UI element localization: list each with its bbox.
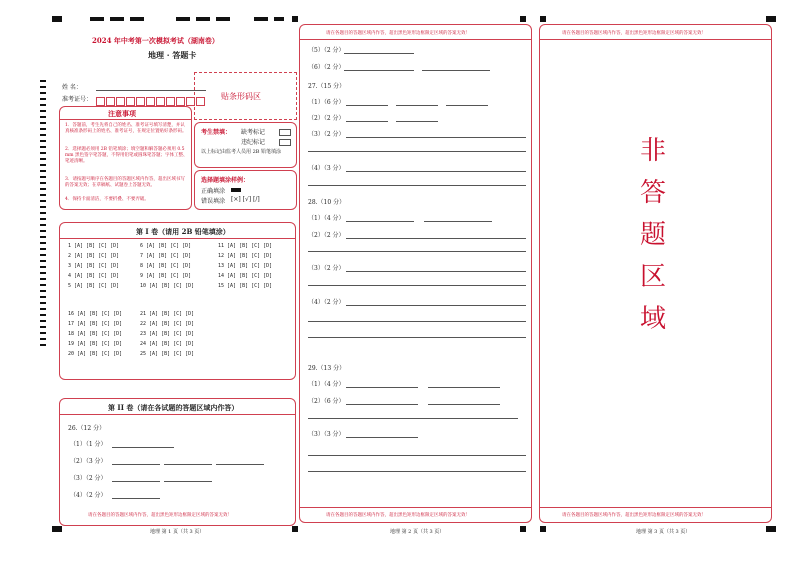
mcq-row[interactable]: 19 [A] [B] [C] [D] bbox=[68, 341, 123, 347]
q26-title: 26.（12 分） bbox=[68, 425, 106, 432]
answer-line[interactable] bbox=[344, 53, 414, 54]
mcq-row[interactable]: 10 [A] [B] [C] [D] bbox=[140, 283, 195, 289]
mcq-row[interactable]: 3 [A] [B] [C] [D] bbox=[68, 263, 120, 269]
page-footer: 地理 第 3 页（共 3 页） bbox=[636, 529, 691, 535]
mcq-row[interactable]: 2 [A] [B] [C] [D] bbox=[68, 253, 120, 259]
answer-line[interactable] bbox=[346, 437, 418, 438]
answer-line[interactable] bbox=[428, 404, 500, 405]
answer-line[interactable] bbox=[308, 151, 526, 152]
registration-mark bbox=[216, 17, 230, 21]
corner-mark bbox=[292, 526, 298, 532]
answer-line[interactable] bbox=[428, 387, 500, 388]
answer-line[interactable] bbox=[308, 251, 526, 252]
mcq-row[interactable]: 20 [A] [B] [C] [D] bbox=[68, 351, 123, 357]
mcq-row[interactable]: 15 [A] [B] [C] [D] bbox=[218, 283, 273, 289]
notice-item: 4．保持卡面清洁，不要折叠、不要弄破。 bbox=[65, 197, 149, 202]
registration-mark bbox=[274, 17, 284, 21]
part1-heading: 第 I 卷（请用 2B 铅笔填涂） bbox=[136, 227, 230, 236]
answer-line[interactable] bbox=[112, 498, 160, 499]
exam-subtitle: 地理 · 答题卡 bbox=[148, 50, 197, 60]
registration-mark bbox=[90, 17, 104, 21]
answer-line[interactable] bbox=[346, 387, 418, 388]
fill-sample-box: 选择题填涂样例： 正确填涂 错误填涂 [×] [√] [/] bbox=[194, 170, 297, 210]
mcq-row[interactable]: 7 [A] [B] [C] [D] bbox=[140, 253, 192, 259]
exam-title: 2024 年中考第一次模拟考试（湖南卷） bbox=[92, 36, 219, 45]
warning-text: 请在各题目的答题区域内作答，超出黑色矩形边框限定区域的答案无效！ bbox=[326, 513, 470, 518]
mcq-row[interactable]: 25 [A] [B] [C] [D] bbox=[140, 351, 195, 357]
registration-mark bbox=[254, 17, 268, 21]
part1-box bbox=[59, 222, 296, 380]
answer-column-2: 请在各题目的答题区域内作答，超出黑色矩形边框限定区域的答案无效！ （5）（2 分） （6）（2 分） 27.（15 分） （1）（6 分） （2）（2 分） （3）（2 分） （4）（3 分） 28.（10 分） （1）（4 分） （2）（2 分） （3）（2 分） （4）（2 分） 29.（13 分） （1）（4 分） （2）（6 分） （3）（3 分） 请在各题目的答题区域内作答，超出黑色矩形边框限定区域的答案无效！ bbox=[299, 24, 532, 523]
answer-line[interactable] bbox=[346, 121, 388, 122]
answer-line[interactable] bbox=[112, 464, 160, 465]
examinee-box: 考生禁填： 缺考标记 违纪标记 以上标记由监考人员用 2B 铅笔填涂 bbox=[194, 122, 297, 168]
answer-line[interactable] bbox=[446, 105, 488, 106]
answer-line[interactable] bbox=[346, 171, 526, 172]
answer-line[interactable] bbox=[308, 185, 526, 186]
notice-heading: 注意事项 bbox=[108, 109, 136, 118]
notice-item: 1．答题前，考生先将自己的姓名、准考证号填写清楚，并认真核准条形码上的姓名、准考证号，在规定位置贴好条形码。 bbox=[65, 123, 187, 134]
warning-text: 请在各题目的答题区域内作答，超出黑色矩形边框限定区域的答案无效！ bbox=[88, 513, 232, 518]
answer-line[interactable] bbox=[112, 481, 160, 482]
name-label: 姓 名： bbox=[62, 84, 82, 91]
answer-line[interactable] bbox=[112, 447, 174, 448]
registration-mark bbox=[130, 17, 144, 21]
absent-mark-box[interactable] bbox=[279, 129, 291, 136]
answer-line[interactable] bbox=[346, 137, 526, 138]
registration-mark bbox=[52, 526, 62, 532]
answer-line[interactable] bbox=[308, 418, 518, 419]
answer-line[interactable] bbox=[346, 105, 388, 106]
answer-line[interactable] bbox=[308, 455, 526, 456]
answer-line[interactable] bbox=[396, 105, 438, 106]
correct-fill-sample bbox=[231, 188, 241, 192]
corner-mark bbox=[540, 526, 546, 532]
answer-line[interactable] bbox=[346, 221, 414, 222]
corner-mark bbox=[540, 16, 546, 22]
answer-line[interactable] bbox=[346, 238, 526, 239]
answer-line[interactable] bbox=[308, 321, 526, 322]
non-answer-char: 题 bbox=[640, 220, 667, 250]
mcq-row[interactable]: 17 [A] [B] [C] [D] bbox=[68, 321, 123, 327]
mcq-row[interactable]: 9 [A] [B] [C] [D] bbox=[140, 273, 192, 279]
mcq-row[interactable]: 4 [A] [B] [C] [D] bbox=[68, 273, 120, 279]
answer-line[interactable] bbox=[308, 337, 526, 338]
answer-line[interactable] bbox=[346, 305, 526, 306]
registration-mark bbox=[196, 17, 210, 21]
mcq-row[interactable]: 16 [A] [B] [C] [D] bbox=[68, 311, 123, 317]
registration-mark bbox=[110, 17, 124, 21]
registration-mark bbox=[766, 526, 776, 532]
answer-line[interactable] bbox=[346, 271, 526, 272]
q29-title: 29.（13 分） bbox=[308, 365, 346, 372]
mcq-row[interactable]: 13 [A] [B] [C] [D] bbox=[218, 263, 273, 269]
corner-mark bbox=[292, 16, 298, 22]
warning-text: 请在各题目的答题区域内作答，超出黑色矩形边框限定区域的答案无效！ bbox=[562, 513, 706, 518]
mcq-row[interactable]: 6 [A] [B] [C] [D] bbox=[140, 243, 192, 249]
mcq-row[interactable]: 14 [A] [B] [C] [D] bbox=[218, 273, 273, 279]
answer-line[interactable] bbox=[164, 464, 212, 465]
notice-box bbox=[59, 106, 192, 210]
non-answer-char: 非 bbox=[640, 136, 667, 166]
notice-item: 3．请按题号顺序在各题目的答题区域内作答，超出区域书写的答案无效；在草稿纸、试题卷上答题无效。 bbox=[65, 177, 185, 188]
mcq-row[interactable]: 24 [A] [B] [C] [D] bbox=[140, 341, 195, 347]
non-answer-char: 区 bbox=[640, 262, 667, 292]
answer-line[interactable] bbox=[216, 464, 264, 465]
corner-mark bbox=[520, 16, 526, 22]
answer-line[interactable] bbox=[396, 121, 438, 122]
mcq-row[interactable]: 21 [A] [B] [C] [D] bbox=[140, 311, 195, 317]
mcq-row[interactable]: 1 [A] [B] [C] [D] bbox=[68, 243, 120, 249]
part2-box: 第 II 卷（请在各试题的答题区域内作答） 26.（12 分） （1）（1 分） （2）（3 分） （3）（2 分） （4）（2 分） 请在各题目的答题区域内作答，超出黑色矩形边框限定区域的答案无效！ bbox=[59, 398, 296, 526]
mcq-row[interactable]: 11 [A] [B] [C] [D] bbox=[218, 243, 273, 249]
mcq-row[interactable]: 18 [A] [B] [C] [D] bbox=[68, 331, 123, 337]
warning-text: 请在各题目的答题区域内作答，超出黑色矩形边框限定区域的答案无效！ bbox=[326, 31, 470, 36]
barcode-area: 贴条形码区 bbox=[194, 72, 297, 120]
mcq-row[interactable]: 12 [A] [B] [C] [D] bbox=[218, 253, 273, 259]
answer-line[interactable] bbox=[308, 285, 526, 286]
q27-title: 27.（15 分） bbox=[308, 83, 346, 90]
mcq-row[interactable]: 5 [A] [B] [C] [D] bbox=[68, 283, 120, 289]
registration-mark bbox=[176, 17, 190, 21]
answer-line[interactable] bbox=[344, 70, 414, 71]
answer-line[interactable] bbox=[164, 481, 212, 482]
q28-title: 28.（10 分） bbox=[308, 199, 346, 206]
mcq-row[interactable]: 23 [A] [B] [C] [D] bbox=[140, 331, 195, 337]
registration-mark bbox=[766, 16, 776, 22]
answer-line[interactable] bbox=[424, 221, 492, 222]
page-footer: 地理 第 2 页（共 3 页） bbox=[390, 529, 445, 535]
part2-heading: 第 II 卷（请在各试题的答题区域内作答） bbox=[108, 403, 239, 412]
tick-marks bbox=[40, 80, 48, 350]
ticket-label: 准考证号： bbox=[62, 96, 93, 103]
mcq-row[interactable]: 22 [A] [B] [C] [D] bbox=[140, 321, 195, 327]
non-answer-char: 域 bbox=[640, 304, 667, 334]
answer-line[interactable] bbox=[422, 70, 490, 71]
answer-line[interactable] bbox=[346, 404, 418, 405]
mcq-row[interactable]: 8 [A] [B] [C] [D] bbox=[140, 263, 192, 269]
page-footer: 地理 第 1 页（共 3 页） bbox=[150, 529, 205, 535]
notice-item: 2．选择题必须用 2B 铅笔填涂；填空题和解答题必须用 0.5 mm 黑色签字笔答题，不得用铅笔或圆珠笔答题；字体工整、笔迹清晰。 bbox=[65, 147, 188, 164]
answer-line[interactable] bbox=[308, 471, 526, 472]
registration-mark bbox=[52, 16, 62, 22]
warning-text: 请在各题目的答题区域内作答，超出黑色矩形边框限定区域的答案无效！ bbox=[562, 31, 706, 36]
corner-mark bbox=[520, 526, 526, 532]
violation-mark-box[interactable] bbox=[279, 139, 291, 146]
non-answer-char: 答 bbox=[640, 178, 667, 208]
